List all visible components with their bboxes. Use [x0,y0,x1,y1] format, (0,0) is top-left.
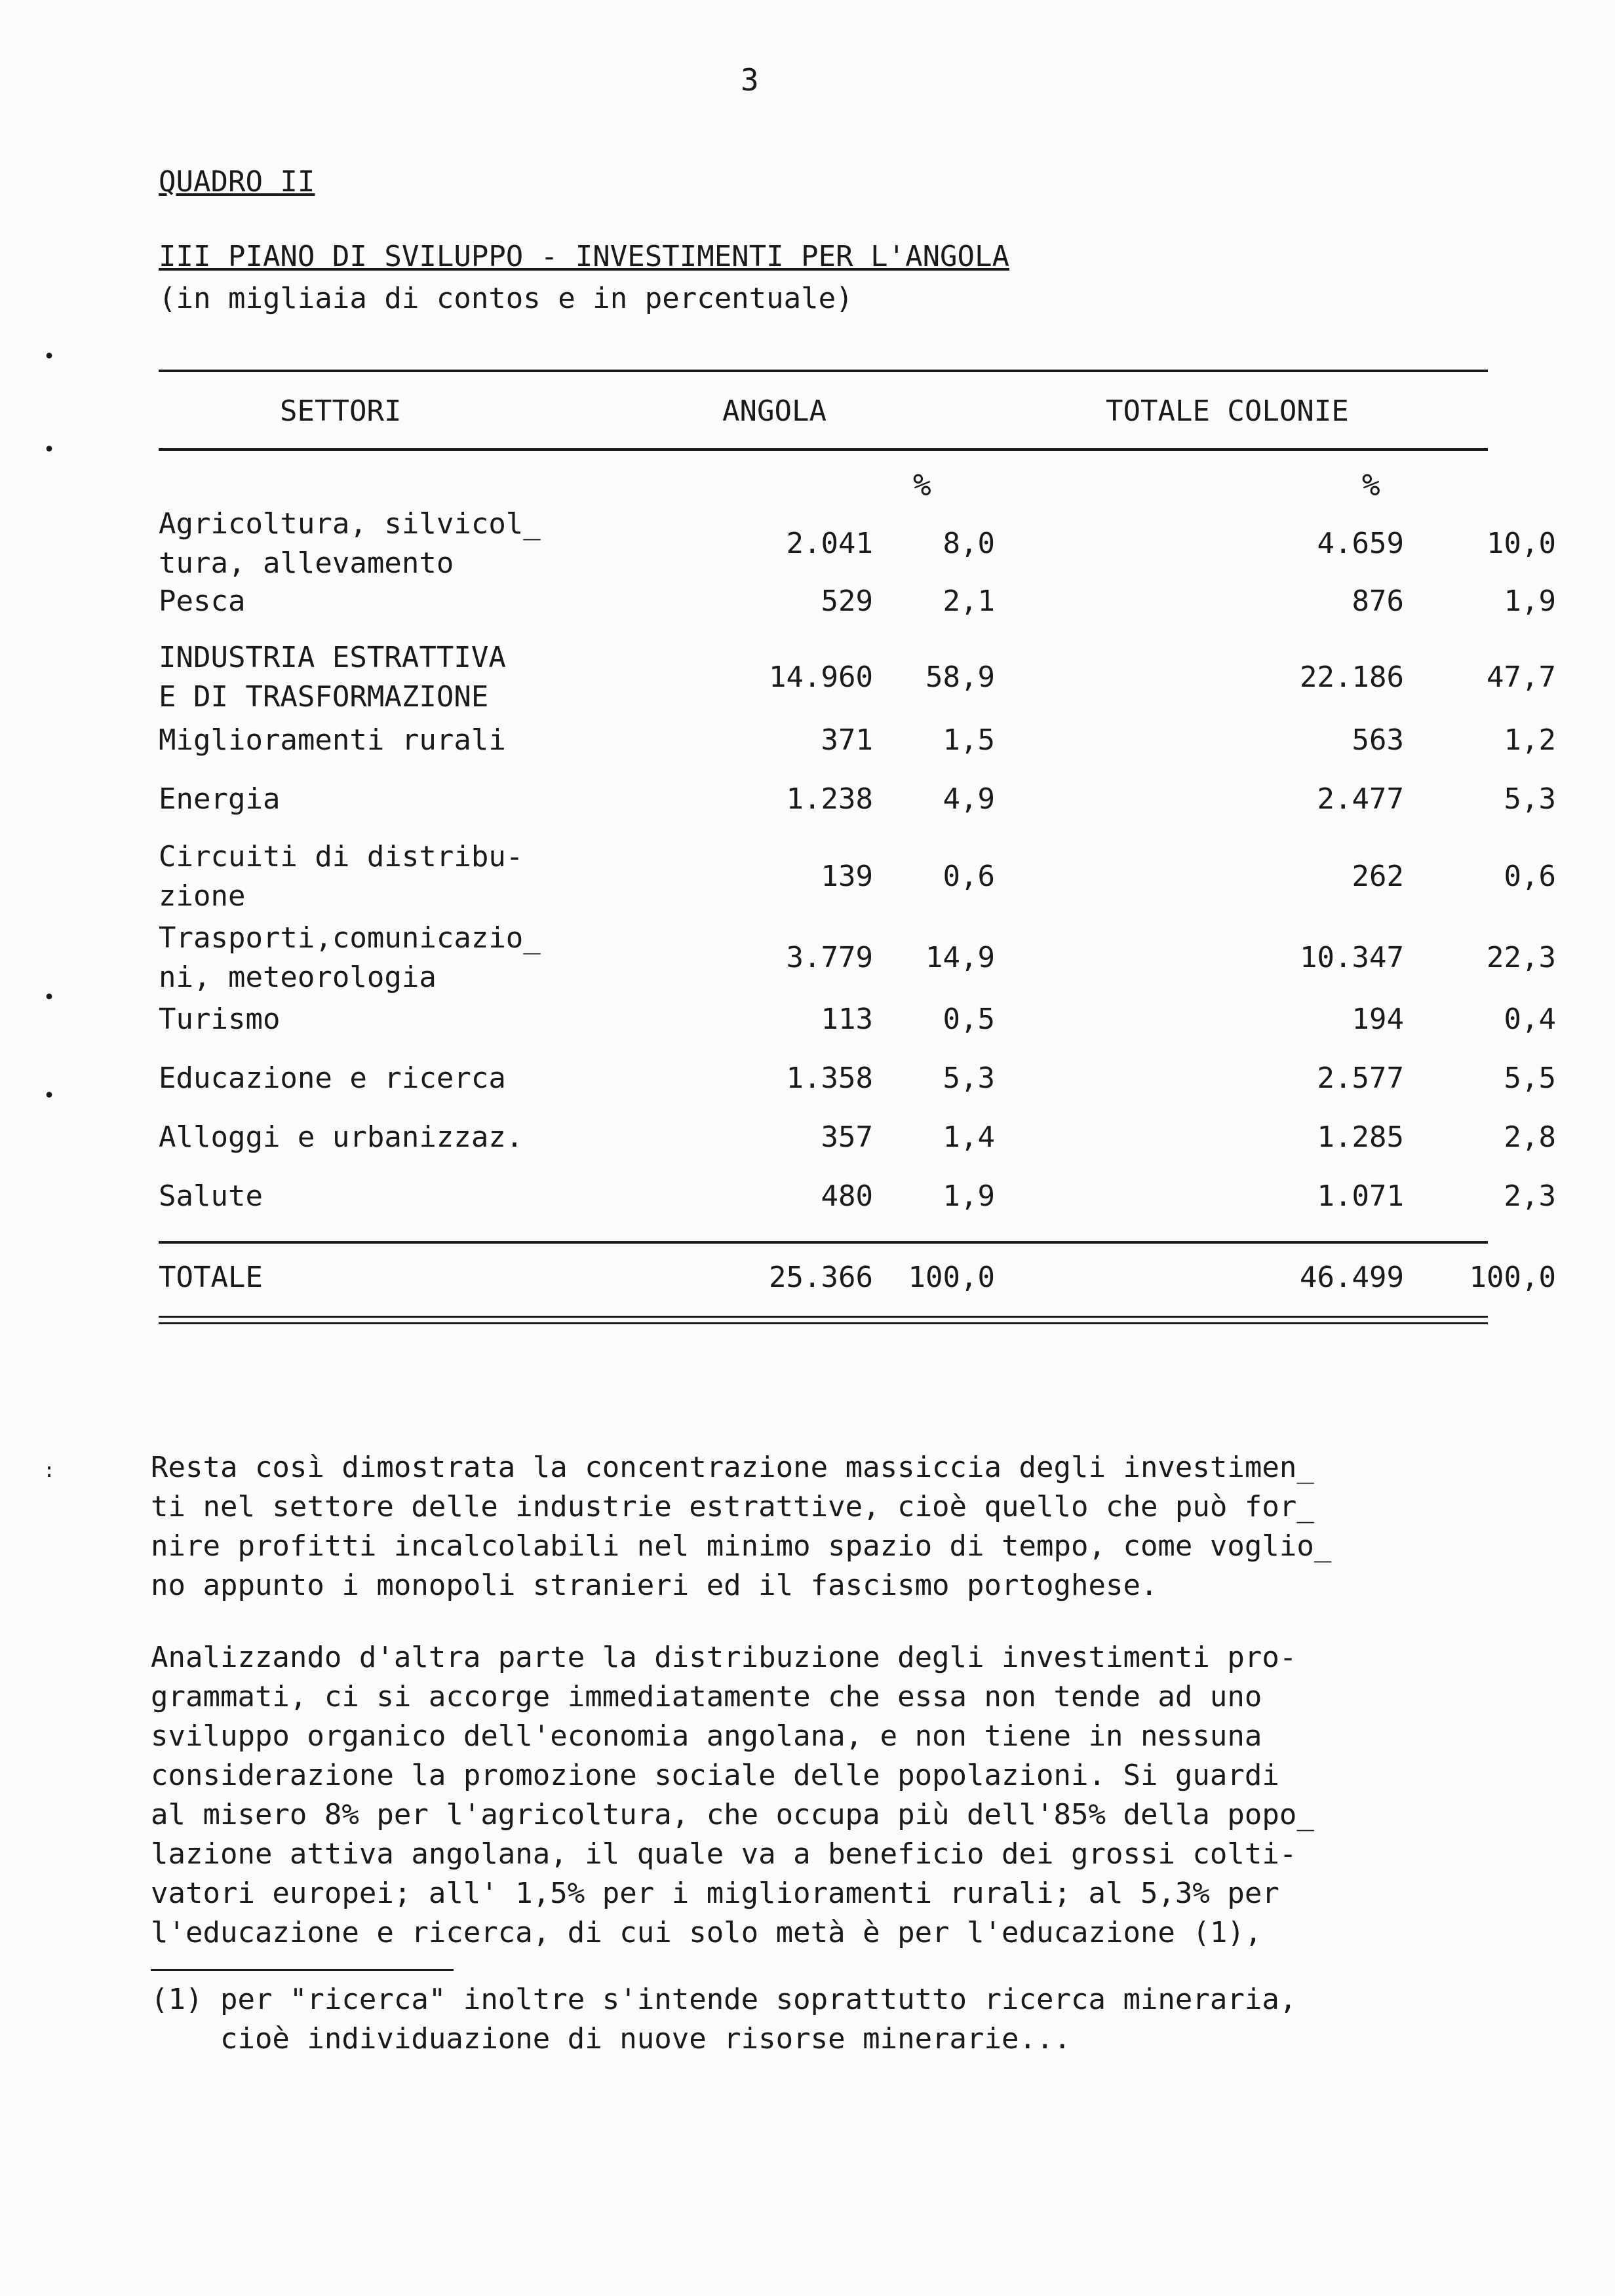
angola-percent: 0,5 [943,1003,995,1036]
angola-percent: 4,9 [943,782,995,816]
colonie-percent: 5,5 [1504,1062,1556,1095]
paragraph-line: considerazione la promozione sociale delle popolazioni. Si guardi [151,1759,1279,1792]
paragraph-line: sviluppo organico dell'economia angolana, e non tiene in nessuna [151,1719,1262,1753]
paragraph-line: al misero 8% per l'agricoltura, che occupa più dell'85% della popo_ [151,1798,1314,1831]
row-label: Educazione e ricerca [159,1062,506,1095]
angola-value: 1.238 [786,782,873,816]
total-colonie-percent: 100,0 [1469,1261,1556,1294]
row-label: Circuiti di distribu- zione [159,840,524,913]
angola-percent: 8,0 [943,527,995,560]
percent-symbol-angola: % [913,467,931,503]
table-caption: QUADRO II [159,165,315,199]
table-row [159,638,1556,721]
row-label: INDUSTRIA ESTRATTIVA E DI TRASFORMAZIONE [159,641,506,714]
colonie-percent: 0,4 [1504,1003,1556,1036]
row-label: Agricoltura, silvicol_ tura, allevamento [159,507,541,580]
total-angola-percent: 100,0 [908,1261,995,1294]
total-angola-value: 25.366 [769,1261,873,1294]
angola-percent: 0,6 [943,860,995,893]
angola-percent: 2,1 [943,584,995,618]
paragraph-line: vatori europei; all' 1,5% per i miglioramenti rurali; al 5,3% per [151,1877,1279,1910]
angola-value: 1.358 [786,1062,873,1095]
header-settori: SETTORI [280,394,402,428]
angola-value: 480 [821,1179,873,1213]
paragraph-1 [151,1448,1475,1605]
page-number: 3 [741,62,759,98]
table-row [159,1177,1556,1241]
footnote-rule [151,1969,454,1971]
angola-percent: 14,9 [925,941,995,974]
table-row [159,919,1556,1000]
angola-percent: 58,9 [925,660,995,694]
paragraph-line: no appunto i monopoli stranieri ed il fascismo portoghese. [151,1569,1158,1602]
percent-symbol-colonie: % [1362,467,1380,503]
margin-dot: • [43,345,56,368]
paragraph-line: Analizzando d'altra parte la distribuzione degli investimenti pro- [151,1641,1297,1674]
table-row [159,837,1556,919]
row-label: Trasporti,comunicazio_ ni, meteorologia [159,921,541,994]
total-colonie-value: 46.499 [1300,1261,1404,1294]
colonie-percent: 2,3 [1504,1179,1556,1213]
paragraph-2 [151,1638,1475,1953]
title-subtitle: (in migliaia di contos e in percentuale) [159,282,853,315]
angola-percent: 1,5 [943,723,995,757]
row-label: Energia [159,782,281,816]
row-label: Alloggi e urbanizzaz. [159,1120,524,1154]
margin-dot: • [43,986,56,1009]
table-body [159,505,1556,1241]
angola-value: 357 [821,1120,873,1154]
angola-value: 14.960 [769,660,873,694]
header-rule [159,448,1488,451]
table-bottom-rule [159,1316,1488,1324]
colonie-percent: 5,3 [1504,782,1556,816]
colonie-percent: 22,3 [1487,941,1556,974]
header-totale-colonie: TOTALE COLONIE [1106,394,1349,428]
total-row [159,1244,1556,1316]
colonie-value: 876 [1352,584,1404,618]
margin-dot: • [43,1084,56,1107]
paragraph-line: ti nel settore delle industrie estrattive, cioè quello che può for_ [151,1490,1314,1523]
angola-percent: 5,3 [943,1062,995,1095]
paragraph-line: lazione attiva angolana, il quale va a beneficio dei grossi colti- [151,1837,1297,1871]
colonie-value: 262 [1352,860,1404,893]
angola-percent: 1,4 [943,1120,995,1154]
angola-value: 371 [821,723,873,757]
colonie-value: 1.071 [1317,1179,1404,1213]
footnote-line: (1) per "ricerca" inoltre s'intende soprattutto ricerca mineraria, [151,1983,1297,2016]
angola-value: 139 [821,860,873,893]
footnote-line: cioè individuazione di nuove risorse minerarie... [151,2022,1071,2056]
paragraph-line: Resta così dimostrata la concentrazione massiccia degli investimen_ [151,1451,1314,1484]
angola-value: 529 [821,584,873,618]
angola-value: 113 [821,1003,873,1036]
total-label: TOTALE [159,1261,263,1294]
row-label: Turismo [159,1003,281,1036]
margin-dot: • [43,438,56,461]
colonie-percent: 0,6 [1504,860,1556,893]
colonie-value: 22.186 [1300,660,1404,694]
colonie-value: 10.347 [1300,941,1404,974]
table-header [159,372,1488,448]
row-label: Salute [159,1179,263,1213]
colonie-percent: 47,7 [1487,660,1556,694]
colonie-value: 563 [1352,723,1404,757]
table-row [159,582,1556,638]
table-row [159,505,1556,582]
angola-percent: 1,9 [943,1179,995,1213]
colonie-percent: 10,0 [1487,527,1556,560]
row-label: Miglioramenti rurali [159,723,506,757]
table-row [159,780,1556,837]
header-angola: ANGOLA [722,394,827,428]
table-title [159,237,1009,318]
table-row [159,1059,1556,1118]
colonie-value: 1.285 [1317,1120,1404,1154]
table-row [159,1000,1556,1059]
table-row [159,1118,1556,1177]
colonie-percent: 2,8 [1504,1120,1556,1154]
percent-header-row [159,465,1488,505]
margin-dot: : [43,1459,56,1482]
paragraph-line: l'educazione e ricerca, di cui solo metà è per l'educazione (1), [151,1916,1262,1949]
paragraph-line: grammati, ci si accorge immediatamente che essa non tende ad uno [151,1680,1262,1713]
table-row [159,721,1556,780]
colonie-value: 2.477 [1317,782,1404,816]
row-label: Pesca [159,584,246,618]
colonie-value: 194 [1352,1003,1404,1036]
colonie-percent: 1,9 [1504,584,1556,618]
angola-value: 3.779 [786,941,873,974]
angola-value: 2.041 [786,527,873,560]
colonie-value: 2.577 [1317,1062,1404,1095]
title-main: III PIANO DI SVILUPPO - INVESTIMENTI PER L'ANGOLA [159,240,1010,273]
colonie-value: 4.659 [1317,527,1404,560]
footnote [151,1980,1488,2059]
paragraph-line: nire profitti incalcolabili nel minimo spazio di tempo, come voglio_ [151,1529,1332,1563]
colonie-percent: 1,2 [1504,723,1556,757]
investment-table [159,370,1556,1324]
